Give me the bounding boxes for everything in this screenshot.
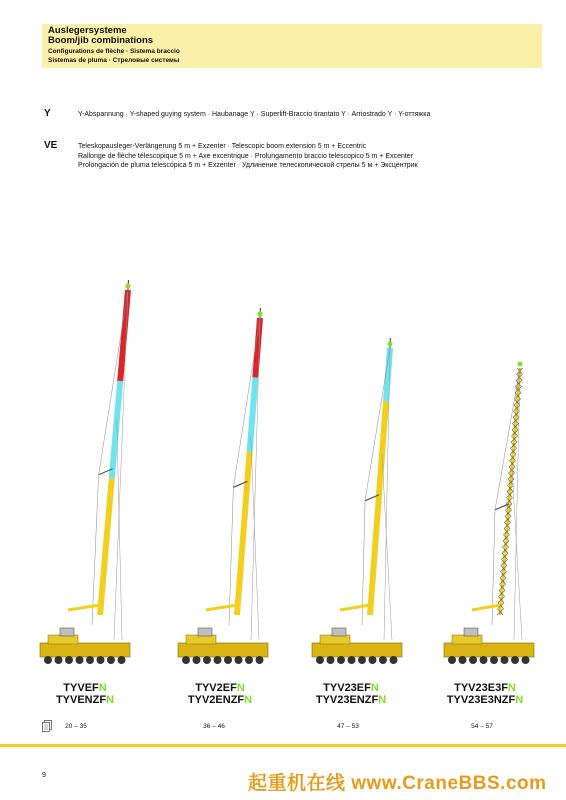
- crane-4-wheel: [511, 656, 519, 664]
- crane-4-wheel: [469, 656, 477, 664]
- legend-line: Rallonge de flèche télescopique 5 m + Axe excentrique · Prolungamento braccio telescopico 5 m + Excenter: [78, 152, 414, 160]
- crane-2-carrier: [178, 643, 268, 657]
- legend-text-y: [78, 110, 430, 120]
- crane-3-wheel: [337, 656, 345, 664]
- page-range-3: 47 – 53: [337, 723, 359, 730]
- crane-2-wheel: [203, 656, 211, 664]
- footer-rule: [0, 744, 566, 747]
- crane-3-counterweight: [320, 635, 350, 644]
- crane-2-wheel: [245, 656, 253, 664]
- crane-1-wheel: [44, 656, 52, 664]
- crane-4-wheel: [459, 656, 467, 664]
- crane-4-carrier: [444, 643, 534, 657]
- crane-1-wheel: [107, 656, 115, 664]
- crane-1-tip-sheave: [126, 284, 131, 289]
- crane-3-wheel: [348, 656, 356, 664]
- crane-3-ballast: [332, 628, 346, 636]
- crane-1-wheel: [97, 656, 105, 664]
- crane-1-hoist-rope: [117, 420, 122, 640]
- crane-1-ballast: [60, 628, 74, 636]
- page-range-2: 36 – 46: [203, 723, 225, 730]
- crane-3-carrier: [312, 643, 402, 657]
- header-title-es-ru: Sistemas de pluma · Стреловые системы: [48, 57, 180, 64]
- section-header: [42, 24, 542, 68]
- crane-1-wheel: [118, 656, 126, 664]
- legend-key-y: Y: [44, 108, 51, 119]
- crane-1-wheel: [76, 656, 84, 664]
- crane-2-boom-cyan: [250, 377, 256, 451]
- model-label-2: TYV2EFN TYV2ENZFN: [187, 682, 253, 706]
- header-title-fr-it: Configurations de flèche · Sistema braccio: [48, 48, 180, 55]
- model-label-3: TYV23EFN TYV23ENZFN: [315, 682, 387, 706]
- crane-4-wheel: [501, 656, 509, 664]
- legend-line: Teleskopausleger-Verlängerung 5 m + Exzenter · Telescopic boom extension 5 m + Eccentric: [78, 143, 367, 150]
- crane-3-derrick-arm: [340, 605, 370, 610]
- crane-2-boom-yellow: [237, 452, 250, 615]
- crane-1-wheel: [86, 656, 94, 664]
- crane-1-boom-cyan: [112, 381, 120, 479]
- crane-1-boom-red: [120, 290, 128, 381]
- crane-4-wheel: [490, 656, 498, 664]
- header-title-en: Boom/jib combinations: [48, 35, 154, 46]
- crane-4-tip-sheave: [518, 362, 523, 367]
- page-range-1: 20 – 35: [65, 723, 87, 730]
- crane-3-wheel: [379, 656, 387, 664]
- crane-4-ballast: [464, 628, 478, 636]
- crane-2-wheel: [193, 656, 201, 664]
- crane-2-counterweight: [186, 635, 216, 644]
- crane-4-wheel: [480, 656, 488, 664]
- legend-text-ve: [78, 142, 418, 171]
- crane-3-wheel: [390, 656, 398, 664]
- crane-2-wheel: [182, 656, 190, 664]
- crane-1-carrier: [40, 643, 130, 657]
- crane-2-ballast: [198, 628, 212, 636]
- crane-1-guy-rope: [92, 475, 99, 625]
- crane-1-wheel: [65, 656, 73, 664]
- model-label-4: TYV23E3FN TYV23E3NZFN: [446, 682, 524, 706]
- crane-2-wheel: [224, 656, 232, 664]
- page-number: 9: [42, 772, 46, 779]
- watermark-text: 起重机在线 www.CraneBBS.com: [248, 773, 547, 794]
- legend-key-ve: VE: [44, 140, 58, 151]
- crane-2-wheel: [235, 656, 243, 664]
- crane-2-wheel: [256, 656, 264, 664]
- crane-3-tip-sheave: [388, 342, 393, 347]
- header-title-de: Auslegersysteme: [48, 25, 127, 36]
- crane-4-counterweight: [452, 635, 482, 644]
- crane-illustrations: [0, 270, 566, 690]
- crane-4-guy-rope: [495, 368, 520, 510]
- crane-1-derrick-arm: [68, 605, 100, 610]
- crane-3-boom-yellow: [370, 401, 386, 615]
- crane-3-wheel: [358, 656, 366, 664]
- crane-3-wheel: [369, 656, 377, 664]
- crane-1-wheel: [55, 656, 63, 664]
- model-label-1: TYVEFN TYVENZFN: [55, 682, 115, 706]
- crane-4-boom-yellow: [500, 368, 520, 615]
- crane-4-derrick-arm: [472, 605, 500, 610]
- crane-3-wheel: [327, 656, 335, 664]
- crane-2-derrick-arm: [206, 605, 237, 610]
- crane-4-wheel: [522, 656, 530, 664]
- crane-1-boom-yellow: [100, 479, 112, 616]
- legend-line: Y-Abspannung · Y-shaped guying system · Haubanage Y · Superlift-Braccio tirantato Y · Arriostrado Y · Y-оттяжка: [78, 111, 431, 118]
- crane-4-wheel: [448, 656, 456, 664]
- crane-3-wheel: [316, 656, 324, 664]
- crane-2-wheel: [214, 656, 222, 664]
- crane-1-counterweight: [48, 635, 78, 644]
- legend-line: Prolongación de pluma telescópica 5 m + Exzenter · Удлинение телескопической стрелы 5 м + Эксцентрик: [78, 162, 418, 169]
- page-range-4: 54 – 57: [471, 723, 493, 730]
- crane-2-tip-sheave: [258, 312, 263, 317]
